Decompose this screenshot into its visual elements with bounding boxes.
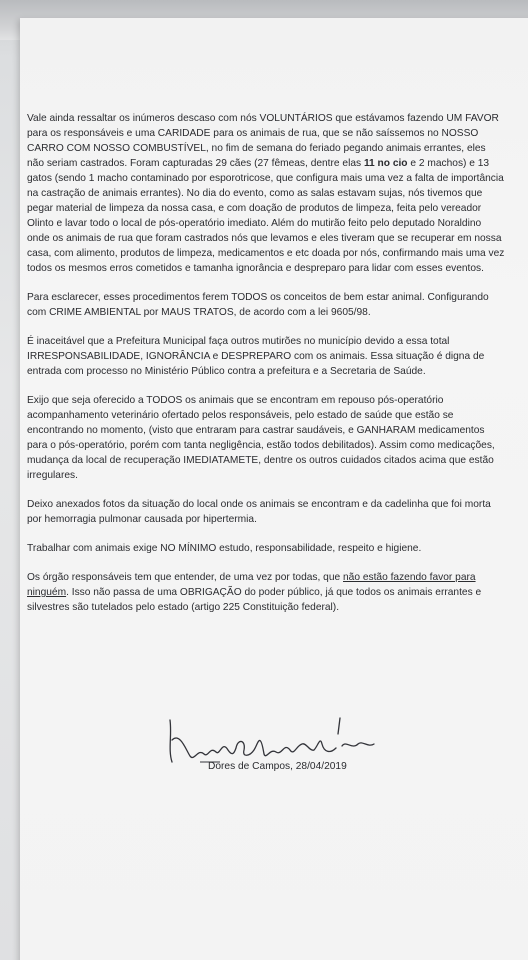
paragraph-text: Os órgão responsáveis tem que entender, de uma vez por todas, que <box>27 572 344 583</box>
paragraph-text: Deixo anexados fotos da situação do local onde os animais se encontram e da cadelinha que foi morta por hemorragia pulmonar causada por hipertermia. <box>27 499 491 525</box>
paragraph-text: e 2 machos) e 13 gatos (sendo 1 macho contaminado por esporotricose, que configura mais uma vez a falta de importância na castração de animais errantes). No dia do evento, como as salas estavam sujas, nós tivemos que pegar material de limpeza da nossa casa, e com doação de produtos de limpeza, feita pelo vereador Olinto e lavar todo o local de pós-operatório imediato. Além do mutirão feito pelo deputado Noraldino onde os animais de rua que foram castrados nós que levamos e eles tiveram que se recuperar em nossa casa, com alimento, produtos de limpeza, medicamentos e etc doada por nós, confirmando mais uma vez todos os mesmos erros cometidos e tamanha ignorância e despreparo para lidar com esses eventos. <box>27 158 505 274</box>
paragraph-text: É inaceitável que a Prefeitura Municipal faça outros mutirões no município devido a essa total IRRESPONSABILIDADE, IGNORÂNCIA e DESPREPARO com os animais. Essa situação é digna de entrada com processo no Ministério Público contra a prefeitura e a Secretaria de Saúde. <box>27 336 485 377</box>
paragraph-text: não estão fazendo favor para ninguém <box>27 572 476 598</box>
paragraph-text: Trabalhar com animais exige NO MÍNIMO estudo, responsabilidade, respeito e higiene. <box>27 543 422 554</box>
paragraph-text: . Isso não passa de uma OBRIGAÇÃO do poder público, já que todos os animais errantes e silvestres são tutelados pelo estado (artigo 225 Constituição federal). <box>27 587 482 613</box>
paragraph-text: Para esclarecer, esses procedimentos ferem TODOS os conceitos de bem estar animal. Configurando com CRIME AMBIENTAL por MAUS TRATOS, de acordo com a lei 9605/98. <box>27 292 489 318</box>
paragraph-7 <box>27 570 505 615</box>
document-body <box>27 111 505 629</box>
place-date: Dores de Campos, 28/04/2019 <box>208 761 347 772</box>
paragraph-4 <box>27 393 505 483</box>
paragraph-6 <box>27 541 505 556</box>
paragraph-3 <box>27 334 505 379</box>
paragraph-text: Vale ainda ressaltar os inúmeros descaso com nós VOLUNTÁRIOS que estávamos fazendo UM FAVOR para os responsáveis e uma CARIDADE para os animais de rua, que se não saíssemos no NOSSO CARRO COM NOSSO COMBUSTÍVEL, no fim de semana do feriado pegando animais errantes, eles não seriam castrados. Foram capturadas 29 cães (27 fêmeas, dentre elas <box>27 113 499 169</box>
paragraph-1 <box>27 111 505 276</box>
paragraph-5 <box>27 497 505 527</box>
paragraph-text: Exijo que seja oferecido a TODOS os animais que se encontram em repouso pós-operatório acompanhamento veterinário ofertado pelos responsáveis, pelo estado de saúde que estão se encontrando no momento, (visto que entraram para castrar saudáveis, e GANHARAM medicamentos para o pós-operatório, porém com tanta negligência, estão todos debilitados). Assim como medicações, mudança da local de recuperação IMEDIATAMETE, dentre os outros cuidados citados acima que estão irregulares. <box>27 395 495 481</box>
paragraph-2 <box>27 290 505 320</box>
paragraph-text: 11 no cio <box>363 158 408 169</box>
